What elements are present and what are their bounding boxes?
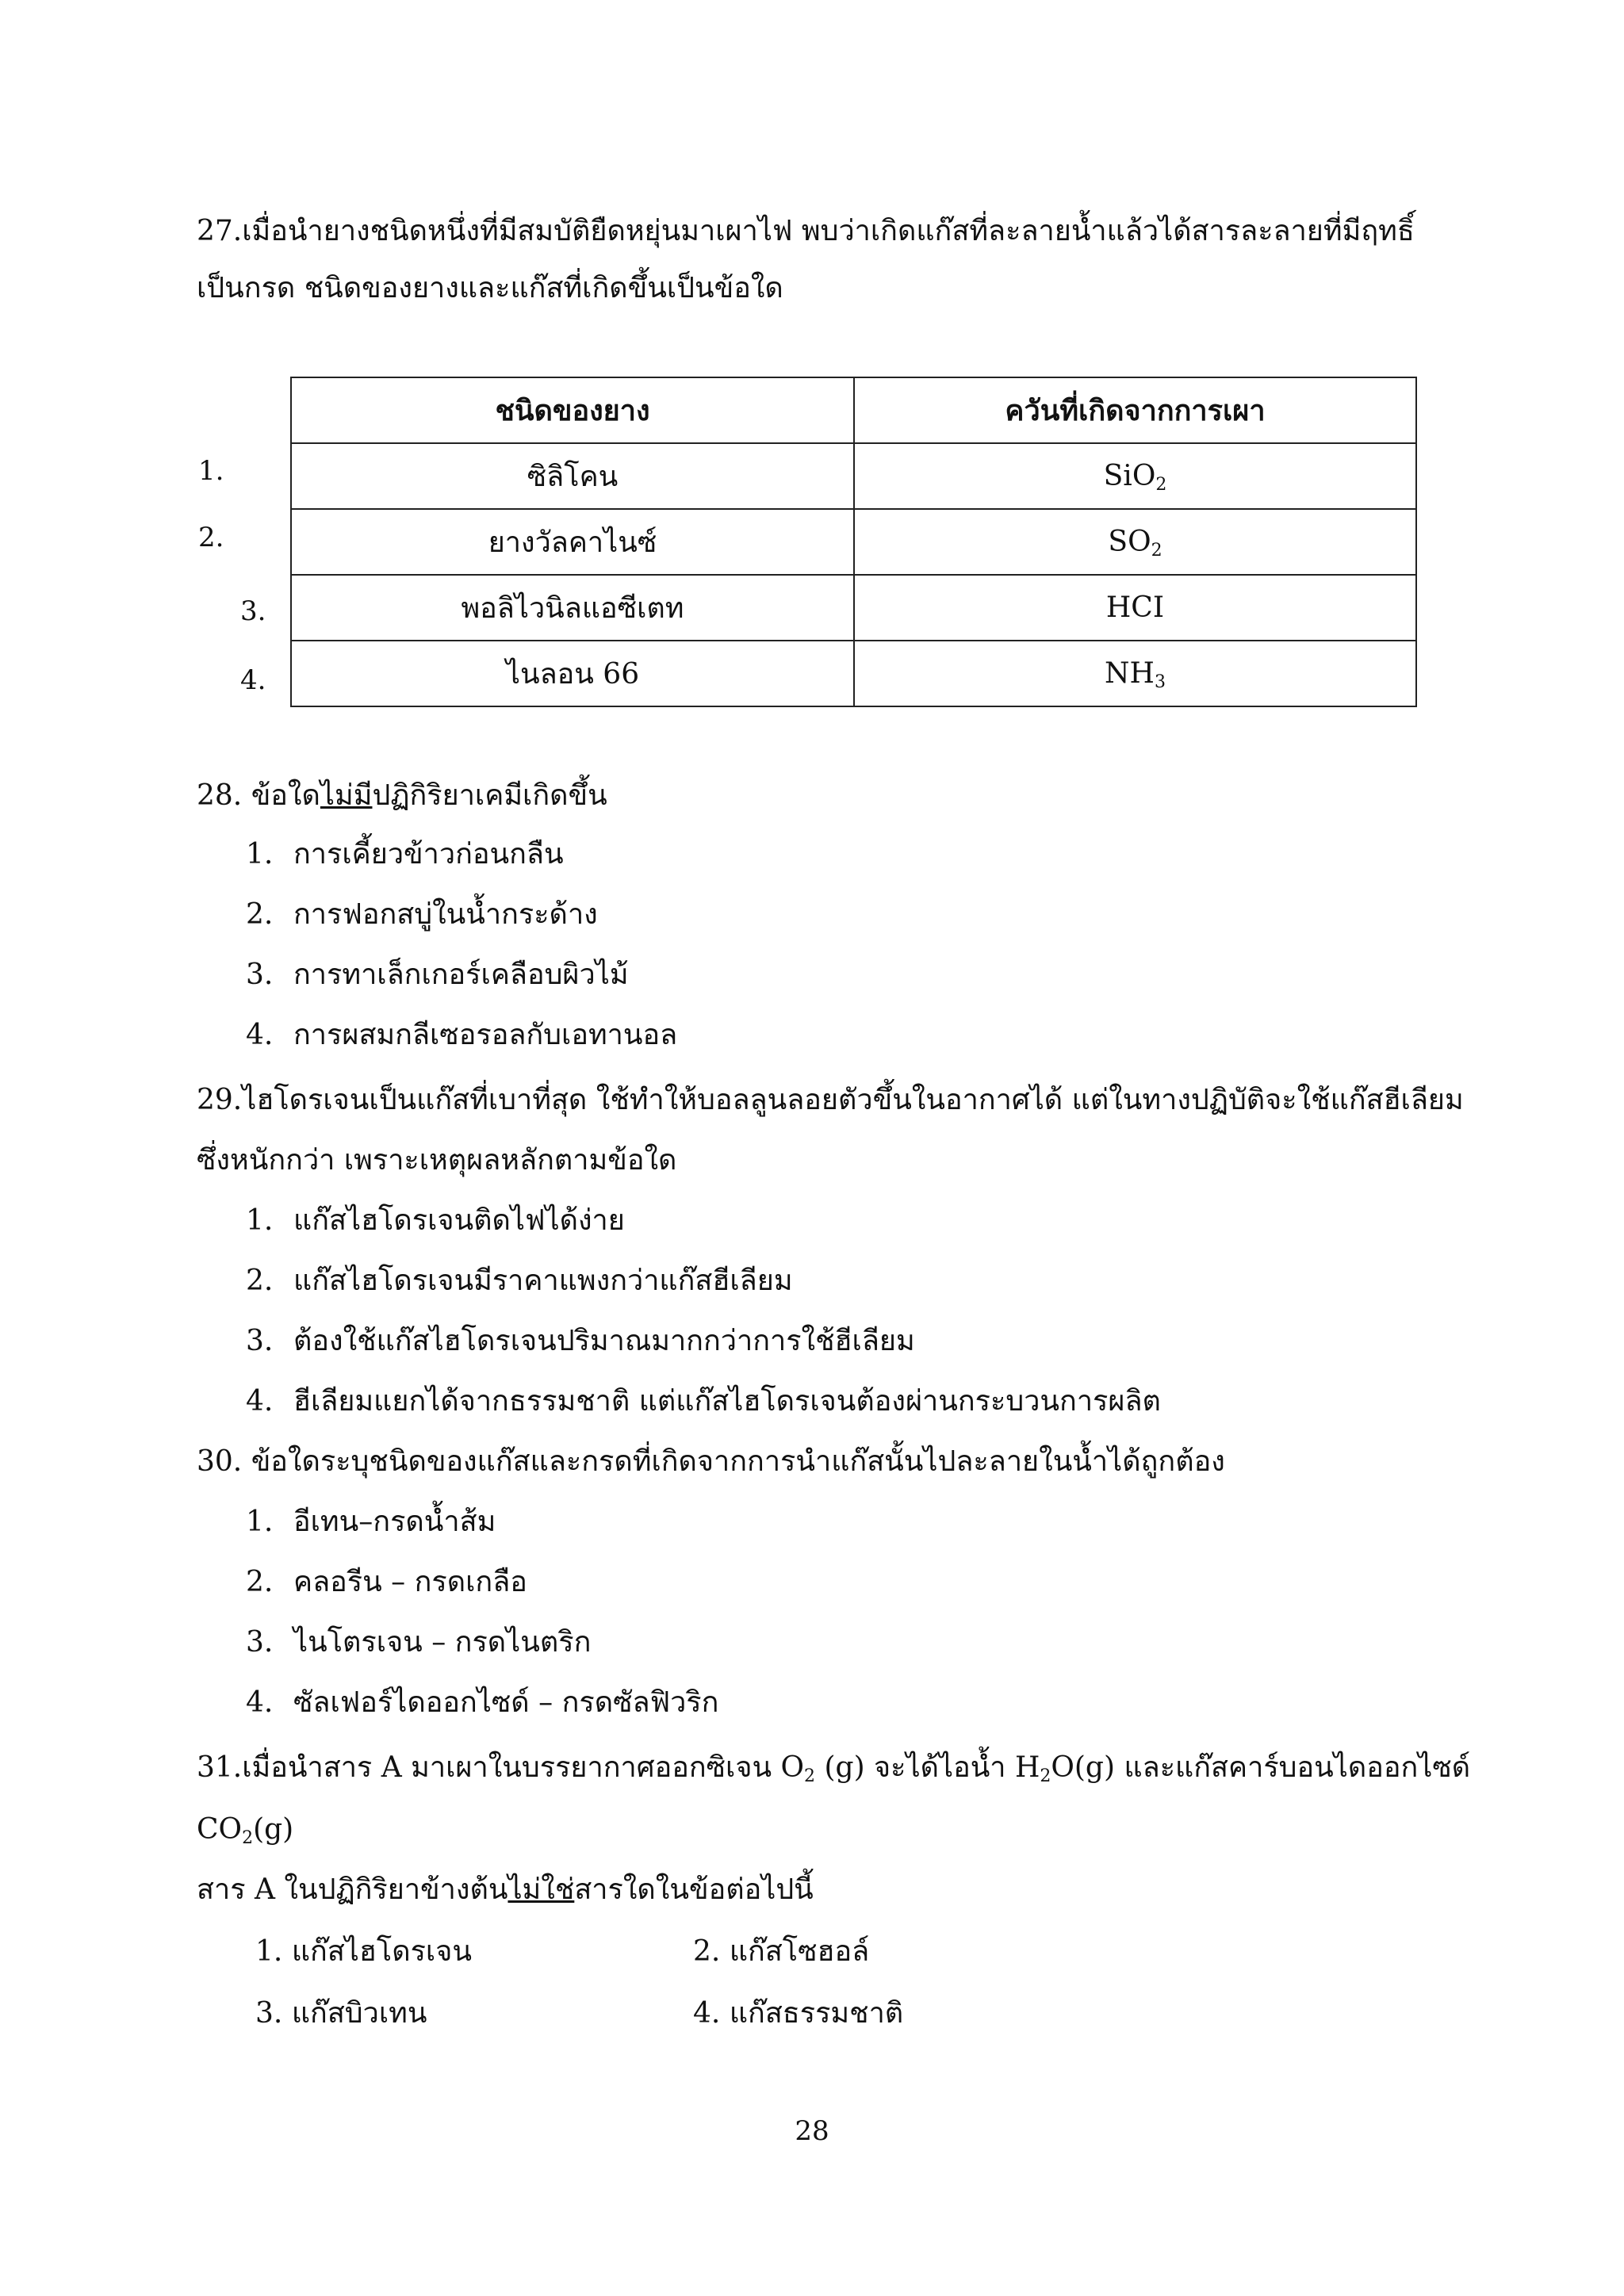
q31-text: (g) จะได้ไอน้ำ H xyxy=(815,1751,1040,1784)
gas-cell xyxy=(854,509,1416,575)
option-text: ซัลเฟอร์ไดออกไซด์ – กรดซัลฟิวริก xyxy=(293,1686,719,1719)
option-text: แก๊สธรรมชาติ xyxy=(729,1997,904,2030)
answer-option[interactable] xyxy=(246,1624,591,1662)
option-number: 1. xyxy=(246,838,274,871)
answer-option[interactable] xyxy=(246,1262,793,1300)
answer-option[interactable] xyxy=(693,1933,869,1971)
gas-formula: SO xyxy=(1108,526,1151,558)
q27-row-number: 1. xyxy=(198,455,224,487)
gas-cell xyxy=(854,641,1416,706)
rubber-gas-table xyxy=(290,377,1417,707)
answer-option[interactable] xyxy=(246,1202,625,1240)
option-number: 3. xyxy=(246,1626,274,1659)
q28-stem xyxy=(197,777,607,815)
page-number: 28 xyxy=(795,2115,829,2147)
table-header-row xyxy=(291,377,1416,443)
option-text: คลอรีน – กรดเกลือ xyxy=(293,1566,527,1598)
option-text: แก๊สไฮโดรเจนมีราคาแพงกว่าแก๊สฮีเลียม xyxy=(293,1265,793,1297)
answer-option[interactable] xyxy=(246,836,564,874)
q31-text: สารใดในข้อต่อไปนี้ xyxy=(574,1873,814,1906)
option-number: 3. xyxy=(246,1325,274,1357)
q31-stem-line2 xyxy=(197,1811,293,1849)
option-number: 2. xyxy=(246,1566,274,1598)
answer-option[interactable] xyxy=(246,1322,915,1360)
column-header-smoke: ควันที่เกิดจากการเผา xyxy=(854,377,1416,443)
option-text: แก๊สโซฮอล์ xyxy=(729,1935,870,1968)
q28-stem-underline: ไม่มี xyxy=(320,779,373,812)
gas-subscript: 3 xyxy=(1154,672,1166,692)
option-number: 3. xyxy=(246,959,274,991)
gas-cell xyxy=(854,443,1416,509)
option-number: 4. xyxy=(246,1385,274,1418)
answer-option[interactable] xyxy=(246,1016,677,1054)
option-text: การทาเล็กเกอร์เคลือบผิวไม้ xyxy=(293,959,629,991)
q27-stem-line2: เป็นกรด ชนิดของยางและแก๊สที่เกิดขึ้นเป็นข้อใด xyxy=(197,272,783,304)
gas-formula: SiO xyxy=(1103,460,1156,492)
answer-option[interactable] xyxy=(246,1684,718,1722)
option-text: ไนโตรเจน – กรดไนตริก xyxy=(293,1626,592,1659)
subscript: 2 xyxy=(1040,1766,1051,1786)
rubber-type-cell: ไนลอน 66 xyxy=(291,641,854,706)
answer-option[interactable] xyxy=(246,896,598,934)
subscript: 2 xyxy=(804,1766,816,1786)
option-text: แก๊สไฮโดรเจนติดไฟได้ง่าย xyxy=(293,1204,625,1237)
answer-option[interactable] xyxy=(246,1563,527,1601)
answer-option[interactable] xyxy=(255,1995,427,2033)
q31-text: CO xyxy=(197,1813,243,1846)
table-row xyxy=(291,641,1416,706)
column-header-rubber-type: ชนิดของยาง xyxy=(291,377,854,443)
q27-stem-line1: 27.เมื่อนำยางชนิดหนึ่งที่มีสมบัติยืดหยุ่นมาเผาไฟ พบว่าเกิดแก๊สที่ละลายน้ำแล้วได้สารละลายที่มีฤทธิ์ xyxy=(197,215,1415,247)
gas-formula: NH xyxy=(1105,657,1155,690)
rubber-type-cell: ซิลิโคน xyxy=(291,443,854,509)
option-number: 3. xyxy=(255,1997,283,2030)
option-text: การผสมกลีเซอรอลกับเอทานอล xyxy=(293,1019,678,1051)
table-row xyxy=(291,575,1416,641)
q31-text: O(g) และแก๊สคาร์บอนไดออกไซด์ xyxy=(1051,1751,1471,1784)
option-text: แก๊สบิวเทน xyxy=(291,1997,427,2030)
q27-row-number: 3. xyxy=(240,595,266,627)
q29-stem-line1: 29.ไฮโดรเจนเป็นแก๊สที่เบาที่สุด ใช้ทำให้บอลลูนลอยตัวขึ้นในอากาศได้ แต่ในทางปฏิบัติจะใช้แก๊สฮีเลียม xyxy=(197,1084,1464,1116)
q31-underline: ไม่ใช่ xyxy=(508,1873,575,1906)
option-text: อีเทน–กรดน้ำส้ม xyxy=(293,1506,496,1538)
q27-row-number: 2. xyxy=(198,522,224,553)
rubber-type-cell: พอลิไวนิลแอซีเตท xyxy=(291,575,854,641)
option-number: 1. xyxy=(255,1935,283,1968)
option-text: ฮีเลียมแยกได้จากธรรมชาติ แต่แก๊สไฮโดรเจนต้องผ่านกระบวนการผลิต xyxy=(293,1385,1161,1418)
q31-text: 31.เมื่อนำสาร A มาเผาในบรรยากาศออกซิเจน O xyxy=(197,1751,805,1784)
option-number: 2. xyxy=(246,898,274,931)
gas-formula: HCI xyxy=(1105,591,1165,624)
option-number: 2. xyxy=(693,1935,721,1968)
q29-stem-line2: ซึ่งหนักกว่า เพราะเหตุผลหลักตามข้อใด xyxy=(197,1144,677,1177)
option-number: 4. xyxy=(693,1997,721,2030)
option-text: แก๊สไฮโดรเจน xyxy=(291,1935,472,1968)
gas-subscript: 2 xyxy=(1155,475,1167,495)
answer-option[interactable] xyxy=(693,1995,903,2033)
table-row xyxy=(291,443,1416,509)
option-text: ต้องใช้แก๊สไฮโดรเจนปริมาณมากกว่าการใช้ฮีเลียม xyxy=(293,1325,915,1357)
answer-option[interactable] xyxy=(246,1503,496,1541)
gas-subscript: 2 xyxy=(1151,541,1162,561)
option-number: 2. xyxy=(246,1265,274,1297)
q31-stem-line3 xyxy=(197,1871,814,1909)
q28-stem-post: ปฏิกิริยาเคมีเกิดขึ้น xyxy=(372,779,607,812)
q31-stem-line1 xyxy=(197,1749,1470,1787)
q30-stem: 30. ข้อใดระบุชนิดของแก๊สและกรดที่เกิดจากการนำแก๊สนั้นไปละลายในน้ำได้ถูกต้อง xyxy=(197,1445,1225,1478)
q31-text: (g) xyxy=(253,1813,294,1846)
answer-option[interactable] xyxy=(246,956,629,994)
subscript: 2 xyxy=(242,1828,254,1848)
option-number: 1. xyxy=(246,1204,274,1237)
option-text: การฟอกสบู่ในน้ำกระด้าง xyxy=(293,898,598,931)
option-number: 1. xyxy=(246,1506,274,1538)
option-number: 4. xyxy=(246,1019,274,1051)
rubber-type-cell: ยางวัลคาไนซ์ xyxy=(291,509,854,575)
gas-cell xyxy=(854,575,1416,641)
option-text: การเคี้ยวข้าวก่อนกลืน xyxy=(293,838,564,871)
table-row xyxy=(291,509,1416,575)
answer-option[interactable] xyxy=(246,1383,1161,1421)
option-number: 4. xyxy=(246,1686,274,1719)
q27-row-number: 4. xyxy=(240,664,266,696)
q31-text: สาร A ในปฏิกิริยาข้างต้น xyxy=(197,1873,508,1906)
q28-stem-pre: 28. ข้อใด xyxy=(197,779,320,812)
answer-option[interactable] xyxy=(255,1933,472,1971)
